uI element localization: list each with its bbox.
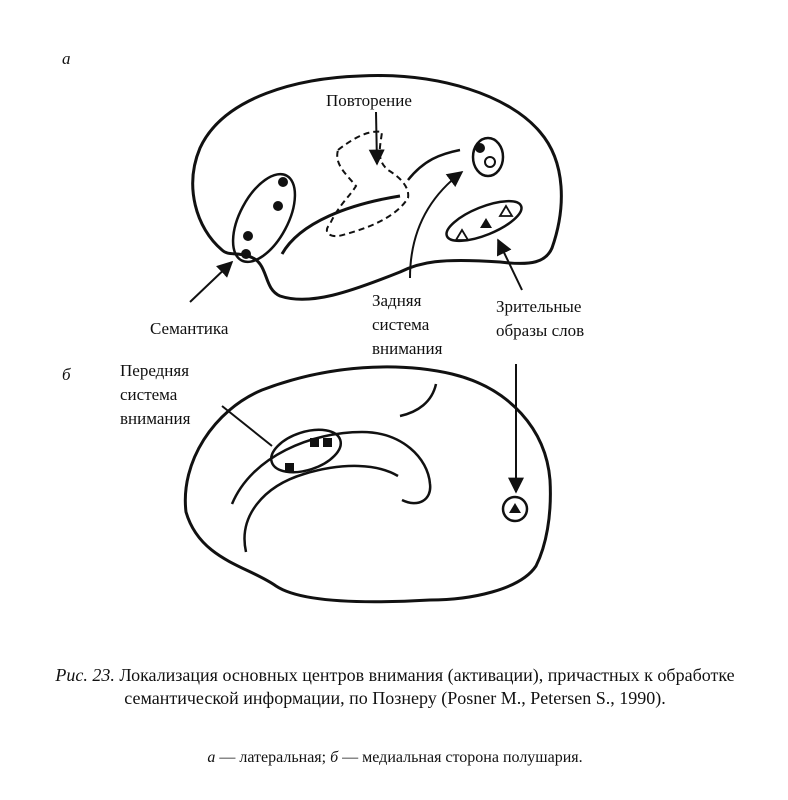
figure-subcaption [30, 749, 760, 767]
semantics-label: Семантика [150, 319, 229, 338]
anterior-label-line3: внимания [120, 409, 191, 428]
semantic-dot [278, 177, 288, 187]
semantics-pointer [190, 262, 232, 302]
posterior-label-line1: Задняя [372, 291, 422, 310]
caption-lead: Рис. 23. [55, 665, 115, 685]
subcaption-b-text: — медиальная сторона полушария. [338, 749, 583, 766]
anterior-pointer [222, 406, 272, 446]
anterior-attention-region [266, 422, 346, 480]
subcaption-a-text: — латеральная; [215, 749, 331, 766]
inner-callosal-curve [245, 466, 398, 552]
posterior-label-line3: внимания [372, 339, 443, 358]
visual-words-pointer [498, 240, 522, 290]
semantic-region [220, 164, 307, 271]
anterior-label-line1: Передняя [120, 361, 190, 380]
medial-hemisphere-outline [185, 367, 550, 602]
repetition-region [327, 132, 408, 236]
semantic-dot [243, 231, 253, 241]
panel-b-letter: б [62, 365, 71, 384]
posterior-sulcus [408, 150, 460, 180]
visual-words-label-line1: Зрительные [496, 297, 582, 316]
subcaption-b-letter: б [330, 749, 339, 766]
repetition-pointer [376, 112, 377, 164]
parieto-occipital-sulcus [400, 384, 436, 416]
semantic-dot [241, 249, 251, 259]
visual-triangle-open [456, 230, 468, 240]
visual-triangle-open [500, 206, 512, 216]
anterior-label-line2: система [120, 385, 178, 404]
visual-triangle-filled [480, 218, 492, 228]
anterior-square [323, 438, 332, 447]
anterior-square [285, 463, 294, 472]
visual-words-label-line2: образы слов [496, 321, 585, 340]
posterior-dot-open [485, 157, 495, 167]
visual-triangle-medial [509, 503, 521, 513]
anterior-square [310, 438, 319, 447]
posterior-label-line2: система [372, 315, 430, 334]
repetition-label: Повторение [326, 91, 412, 110]
subcaption-a-letter: а [207, 749, 216, 766]
posterior-dot-filled [475, 143, 485, 153]
visual-word-forms-region [442, 193, 527, 249]
caption-text: Локализация основных центров внимания (активации), причастных к обработке семантической информации, по Познеру (Posner M., Petersen S., 1990). [114, 665, 735, 708]
semantic-dot [273, 201, 283, 211]
figure-caption [30, 664, 760, 710]
panel-a-letter: а [62, 49, 71, 68]
